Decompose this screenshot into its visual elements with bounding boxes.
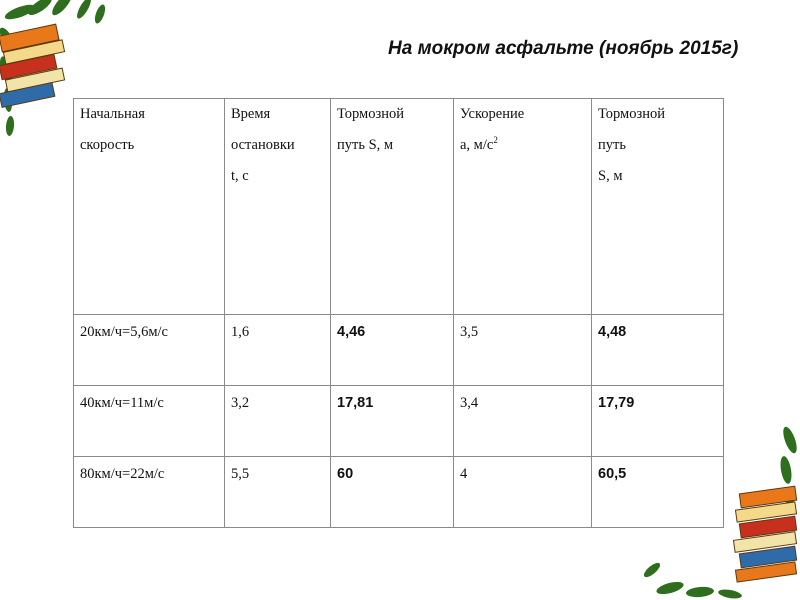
cell-acceleration: 3,5 [454,315,592,386]
table-row [74,315,724,386]
cell-time: 5,5 [225,457,331,528]
cell-speed: 20км/ч=5,6м/с [74,315,225,386]
cell-time: 3,2 [225,386,331,457]
cell-distance-calc: 4,48 [592,315,724,386]
cell-distance-calc: 17,79 [592,386,724,457]
cell-distance: 4,46 [331,315,454,386]
header-braking-distance: Тормозной путь S, м [331,99,454,315]
header-braking-distance-calc: Тормозной путь S, м [592,99,724,315]
cell-distance: 60 [331,457,454,528]
header-initial-speed: Начальная скорость [74,99,225,315]
table-header-row [74,99,724,315]
header-stop-time: Время остановки t, с [225,99,331,315]
cell-distance-calc: 60,5 [592,457,724,528]
table-row [74,386,724,457]
braking-data-table [73,98,724,528]
cell-distance: 17,81 [331,386,454,457]
cell-speed: 40км/ч=11м/с [74,386,225,457]
cell-speed: 80км/ч=22м/с [74,457,225,528]
cell-acceleration: 3,4 [454,386,592,457]
header-acceleration: Ускорение а, $м/с^2$ [454,99,592,315]
cell-time: 1,6 [225,315,331,386]
slide-title: На мокром асфальте (ноябрь 2015г) [388,38,739,59]
table-row [74,457,724,528]
cell-acceleration: 4 [454,457,592,528]
